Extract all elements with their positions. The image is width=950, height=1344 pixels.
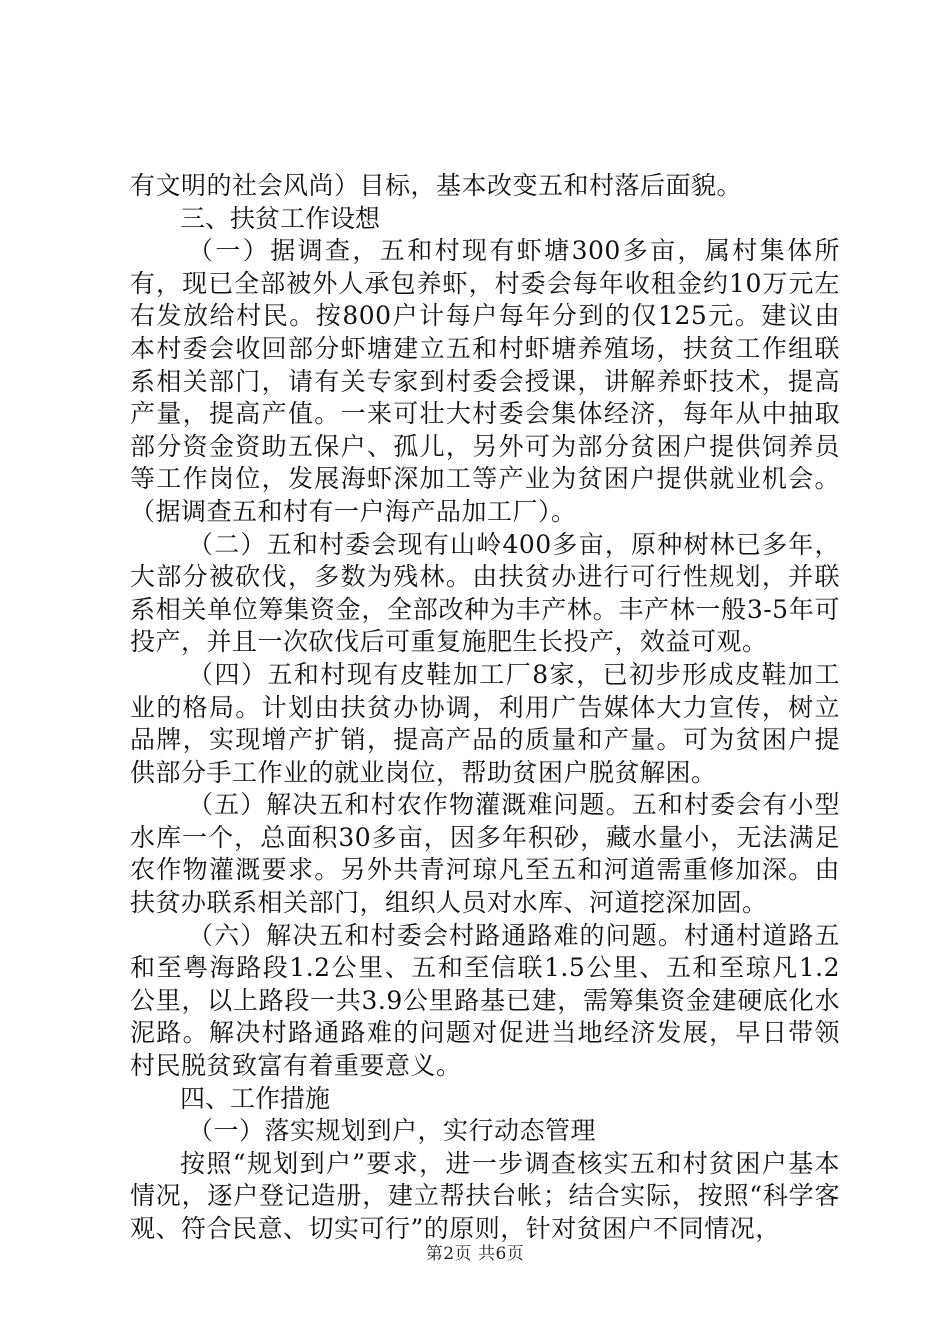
- paragraph-item-6: （六）解决五和村委会村路通路难的问题。村通村道路五和至粤海路段1.2公里、五和至信联1.5公里、五和至琼凡1.2公里，以上路段一共3.9公里路基已建，需筹集资金建硬底化水泥路。解决村路通路难的问题对促进当地经济发展，早日带领村民脱贫致富有着重要意义。: [130, 920, 840, 1081]
- paragraph-item-1: （一）据调查，五和村现有虾塘300多亩，属村集体所有，现已全部被外人承包养虾，村委会每年收租金约10万元左右发放给村民。按800户计每户每年分到的仅125元。建议由本村委会收回部分虾塘建立五和村虾塘养殖场，扶贫工作组联系相关部门，请有关专家到村委会授课，讲解养虾技术，提高产量，提高产值。一来可壮大村委会集体经济，每年从中抽取部分资金资助五保户、孤儿，另外可为部分贫困户提供饲养员等工作岗位，发展海虾深加工等产业为贫困户提供就业机会。（据调查五和村有一户海产品加工厂）。: [130, 236, 840, 526]
- paragraph-item-2: （二）五和村委会现有山岭400多亩，原种树林已多年，大部分被砍伐，多数为残林。由扶贫办进行可行性规划，并联系相关单位筹集资金，全部改种为丰产林。丰产林一般3-5年可投产，并且一次砍伐后可重复施肥生长投产，效益可观。: [130, 529, 840, 657]
- section-heading-4: 四、工作措施: [180, 1083, 331, 1113]
- paragraph-measure-1: 按照“规划到户”要求，进一步调查核实五和村贫困户基本情况，逐户登记造册，建立帮扶台帐；结合实际，按照“科学客观、符合民意、切实可行”的原则，针对贫困户不同情况，: [130, 1148, 840, 1243]
- page-footer: 第2页 共6页: [425, 1244, 525, 1264]
- subheading-measure-1: （一）落实规划到户，实行动态管理: [188, 1116, 597, 1146]
- document-body: [130, 170, 840, 1246]
- paragraph-item-4: （四）五和村现有皮鞋加工厂8家，已初步形成皮鞋加工业的格局。计划由扶贫办协调，利用广告媒体大力宣传，树立品牌，实现增产扩销，提高产品的质量和产量。可为贫困户提供部分手工作业的就业岗位，帮助贫困户脱贫解困。: [130, 659, 840, 787]
- section-heading-3: 三、扶贫工作设想: [180, 203, 381, 233]
- paragraph-item-5: （五）解决五和村农作物灌溉难问题。五和村委会有小型水库一个，总面积30多亩，因多年积砂，藏水量小，无法满足农作物灌溉要求。另外共青河琼凡至五和河道需重修加深。由扶贫办联系相关部门，组织人员对水库、河道挖深加固。: [130, 790, 840, 918]
- paragraph-continuation: 有文明的社会风尚）目标，基本改变五和村落后面貌。: [130, 171, 743, 200]
